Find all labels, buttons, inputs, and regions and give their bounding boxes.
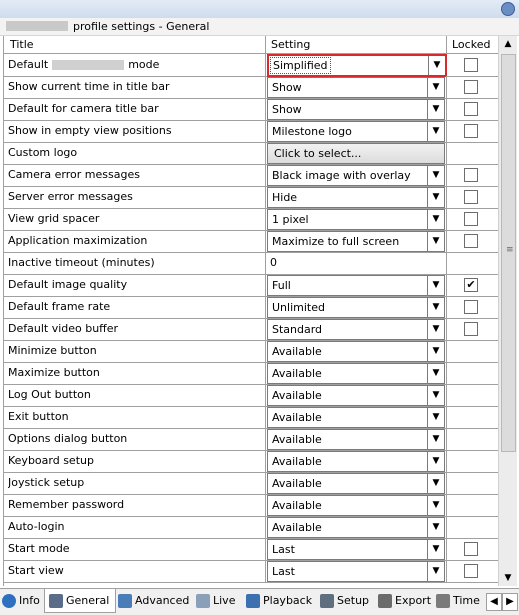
setting-row [4,406,498,429]
scroll-down-arrow-icon[interactable]: ▼ [504,573,512,583]
setting-row [4,472,498,495]
setting-title: Default mode [8,58,160,71]
setting-row [4,296,498,319]
settings-grid [3,36,499,586]
tab-advanced[interactable]: Advanced [118,591,189,611]
playback-icon [246,594,260,608]
panel-titlebar [0,18,519,36]
chevron-down-icon[interactable]: ▼ [427,232,444,251]
chevron-down-icon[interactable]: ▼ [427,386,444,405]
setting-title: Remember password [8,498,125,511]
setting-dropdown[interactable]: Available ▼ [267,385,445,406]
locked-checkbox[interactable] [464,300,478,314]
setting-title: Default image quality [8,278,128,291]
chevron-down-icon[interactable]: ▼ [427,496,444,515]
locked-checkbox[interactable] [464,190,478,204]
setting-row [4,54,498,77]
locked-checkbox[interactable] [464,102,478,116]
chevron-down-icon[interactable]: ▼ [427,78,444,97]
redacted-profile-name [6,21,68,31]
setting-row [4,274,498,297]
locked-checkbox[interactable] [464,322,478,336]
chevron-down-icon[interactable]: ▼ [427,210,444,229]
chevron-down-icon[interactable]: ▼ [427,188,444,207]
vertical-scrollbar[interactable] [498,36,517,586]
tab-live[interactable]: Live [196,591,235,611]
setting-row [4,120,498,143]
setting-row [4,230,498,253]
chevron-down-icon[interactable]: ▼ [427,298,444,317]
setting-title: Custom logo [8,146,78,159]
setting-dropdown[interactable]: Available ▼ [267,473,445,494]
setting-row [4,362,498,385]
setting-title: Maximize button [8,366,100,379]
setting-dropdown[interactable]: Available ▼ [267,451,445,472]
setting-title: Auto-login [8,520,65,533]
setting-title: Inactive timeout (minutes) [8,256,155,269]
locked-checkbox[interactable] [464,234,478,248]
chevron-down-icon[interactable]: ▼ [427,562,444,581]
locked-checkbox[interactable] [464,212,478,226]
column-header-setting: Setting [271,38,311,51]
locked-checkbox[interactable] [464,58,478,72]
locked-checkbox[interactable] [464,124,478,138]
setting-title: Default video buffer [8,322,119,335]
setting-row [4,450,498,473]
tab-setup[interactable]: Setup [320,591,369,611]
setting-row [4,384,498,407]
setting-row [4,252,498,275]
setting-row [4,186,498,209]
locked-checkbox[interactable] [464,80,478,94]
setting-dropdown[interactable]: Standard ▼ [267,319,445,340]
panel-title: profile settings - General [73,20,210,33]
chevron-down-icon[interactable]: ▼ [427,276,444,295]
chevron-down-icon[interactable]: ▼ [427,474,444,493]
setting-title: Show in empty view positions [8,124,172,137]
setting-title: Minimize button [8,344,97,357]
chevron-down-icon[interactable]: ▼ [427,320,444,339]
setting-dropdown[interactable]: Available ▼ [267,495,445,516]
setting-title: Show current time in title bar [8,80,170,93]
setting-row [4,98,498,121]
chevron-down-icon[interactable]: ▼ [427,540,444,559]
setting-row [4,428,498,451]
setting-dropdown[interactable]: Milestone logo ▼ [267,121,445,142]
grid-header [4,36,498,54]
advanced-icon [118,594,132,608]
setting-dropdown[interactable]: Show ▼ [267,77,445,98]
setting-dropdown[interactable]: Last ▼ [267,561,445,582]
setting-row [4,142,498,165]
tab-scroll-right-icon[interactable]: ▶ [502,593,518,611]
chevron-down-icon[interactable]: ▼ [427,364,444,383]
setting-dropdown[interactable]: Available ▼ [267,429,445,450]
setting-dropdown[interactable]: Unlimited ▼ [267,297,445,318]
setting-dropdown[interactable]: Available ▼ [267,407,445,428]
setting-dropdown[interactable]: Simplified ▼ [267,54,447,77]
locked-checkbox[interactable] [464,542,478,556]
chevron-down-icon[interactable]: ▼ [427,122,444,141]
setting-dropdown[interactable]: Show ▼ [267,99,445,120]
setting-title: Default frame rate [8,300,111,313]
setting-title: Options dialog button [8,432,128,445]
setting-row [4,340,498,363]
setting-title: Exit button [8,410,69,423]
timeline-icon [436,594,450,608]
locked-checkbox[interactable] [464,168,478,182]
setting-title: Default for camera title bar [8,102,159,115]
scroll-up-arrow-icon[interactable]: ▲ [504,39,512,49]
info-icon [2,594,16,608]
tab-bar [0,588,519,615]
setting-dropdown[interactable]: Maximize to full screen ▼ [267,231,445,252]
pin-icon[interactable] [501,2,515,16]
setting-row [4,494,498,517]
setting-title: Keyboard setup [8,454,94,467]
setting-title: Camera error messages [8,168,140,181]
setting-title: Log Out button [8,388,91,401]
setting-title: Application maximization [8,234,148,247]
setting-value-field[interactable]: 0 [270,256,277,269]
general-icon [49,594,63,608]
tab-time[interactable]: Time [436,591,480,611]
setting-title: Joystick setup [8,476,85,489]
chevron-down-icon[interactable]: ▼ [428,56,445,75]
chevron-down-icon[interactable]: ▼ [427,342,444,361]
setting-row [4,208,498,231]
setting-dropdown[interactable]: Available ▼ [267,363,445,384]
tab-export[interactable]: Export [378,591,431,611]
setting-row [4,318,498,341]
setting-row [4,538,498,561]
setting-title: Server error messages [8,190,133,203]
chevron-down-icon[interactable]: ▼ [427,100,444,119]
scroll-thumb[interactable]: ≡ [501,54,516,452]
setup-icon [320,594,334,608]
setting-title: Start view [8,564,64,577]
tab-general[interactable]: General [44,589,116,613]
chevron-down-icon[interactable]: ▼ [427,518,444,537]
chevron-down-icon[interactable]: ▼ [427,452,444,471]
custom-logo-select-button[interactable]: Click to select... [267,143,445,164]
tab-info[interactable]: Info [2,591,40,611]
setting-row [4,560,498,583]
setting-dropdown[interactable]: 1 pixel ▼ [267,209,445,230]
tab-scroll-left-icon[interactable]: ◀ [486,593,502,611]
setting-row [4,516,498,539]
setting-dropdown[interactable]: Available ▼ [267,341,445,362]
chevron-down-icon[interactable]: ▼ [427,430,444,449]
column-header-locked: Locked [452,38,491,51]
setting-row [4,76,498,99]
setting-row [4,164,498,187]
chevron-down-icon[interactable]: ▼ [427,408,444,427]
tab-playback[interactable]: Playback [246,591,312,611]
setting-title: Start mode [8,542,70,555]
export-icon [378,594,392,608]
locked-checkbox[interactable]: ✔ [464,278,478,292]
live-icon [196,594,210,608]
locked-checkbox[interactable] [464,564,478,578]
setting-dropdown[interactable]: Last ▼ [267,539,445,560]
window-top-strip [0,0,519,19]
column-header-title: Title [10,38,34,51]
setting-dropdown[interactable]: Hide ▼ [267,187,445,208]
setting-dropdown[interactable]: Black image with overlay ▼ [267,165,445,186]
setting-dropdown[interactable]: Full ▼ [267,275,445,296]
setting-dropdown[interactable]: Available ▼ [267,517,445,538]
setting-title: View grid spacer [8,212,100,225]
chevron-down-icon[interactable]: ▼ [427,166,444,185]
redacted-text [52,60,124,70]
